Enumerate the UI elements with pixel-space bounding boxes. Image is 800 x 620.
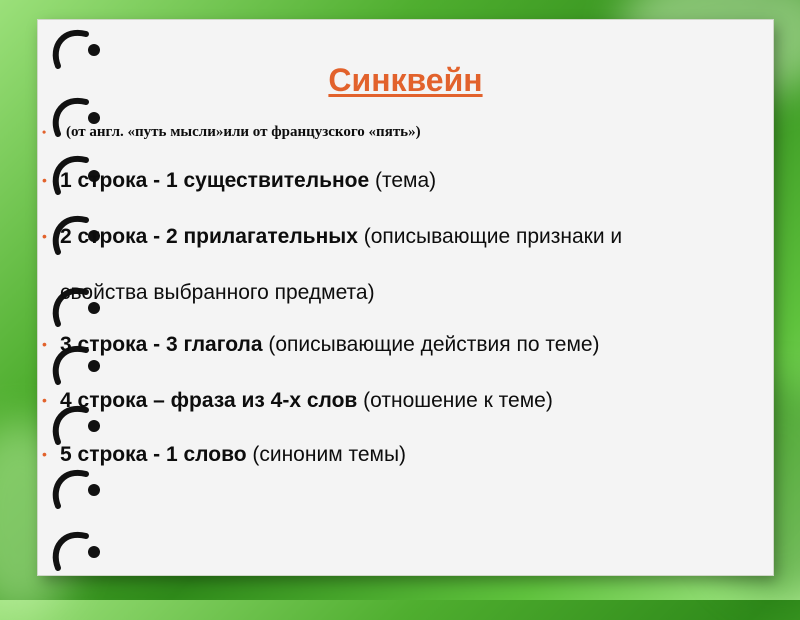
slide-title: Синквейн xyxy=(328,62,483,98)
list-item xyxy=(42,430,780,479)
item-description: (тема) xyxy=(369,169,437,192)
item-heading: 5 строка - 1 слово xyxy=(60,443,247,466)
bullet-icon: • xyxy=(42,392,47,408)
item-description: (описывающие действия по теме) xyxy=(262,333,600,356)
item-description: (отношение к теме) xyxy=(357,389,553,412)
list-item-continuation xyxy=(60,268,780,317)
item-heading: 3 строка - 3 глагола xyxy=(60,333,263,356)
list-item xyxy=(42,212,780,261)
spiral-ring-icon xyxy=(46,526,106,574)
item-heading: 1 строка - 1 существительное xyxy=(60,169,370,192)
item-description: (описывающие признаки и xyxy=(357,225,623,248)
item-description: свойства выбранного предмета) xyxy=(60,281,375,304)
bullet-icon: • xyxy=(42,336,47,352)
item-description: (синоним темы) xyxy=(246,443,407,466)
list-item xyxy=(42,156,780,205)
bullet-icon: • xyxy=(42,125,47,139)
bullet-icon: • xyxy=(42,228,47,244)
list-item xyxy=(42,376,780,425)
bullet-icon: • xyxy=(42,172,47,188)
subtitle-text: (от англ. «путь мысли»или от французского «пять») xyxy=(66,124,421,140)
notebook-page xyxy=(38,20,773,575)
subtitle xyxy=(42,124,421,141)
bullet-icon: • xyxy=(42,446,47,462)
list-item xyxy=(42,320,780,369)
item-heading: 4 строка – фраза из 4-х слов xyxy=(60,389,358,412)
item-heading: 2 строка - 2 прилагательных xyxy=(60,225,358,248)
